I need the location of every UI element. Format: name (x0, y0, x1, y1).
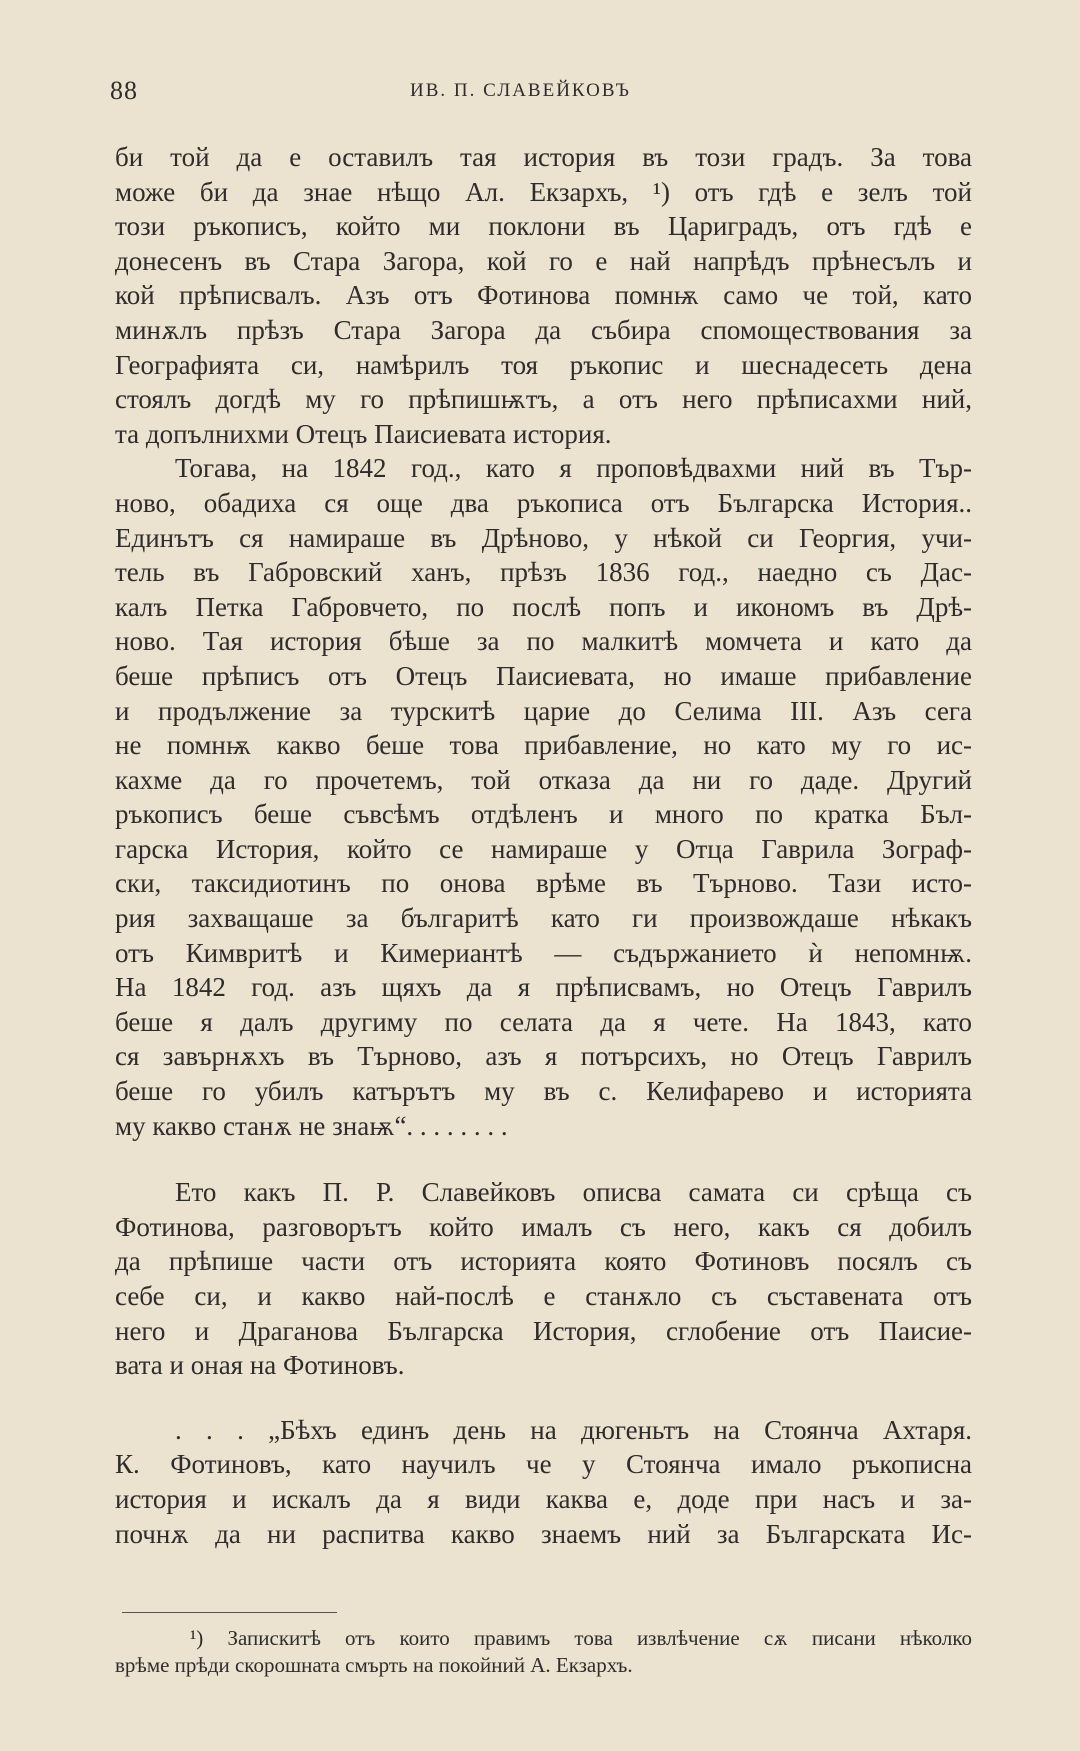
text-line: К. Фотиновъ, като научилъ че у Стоянча имало ръкописна (115, 1449, 972, 1480)
text-line: би той да е оставилъ тая история въ този градъ. За това (115, 142, 972, 172)
text-line: беше я далъ другиму по селата да я чете. На 1843, като (115, 1006, 972, 1037)
text-line: история и искалъ да я види каква е, доде при насъ и за- (115, 1483, 972, 1514)
page-number: 88 (110, 76, 138, 105)
text-line: На 1842 год. азъ щяхъ да я прѣписвамъ, но Отецъ Гаврилъ (115, 972, 972, 1003)
text-line: ръкописъ беше съвсѣмъ отдѣленъ и много по кратка Бъл- (115, 799, 972, 830)
text-line: та допълнихми Отецъ Паисиевата история. (115, 418, 612, 449)
text-line: ново, обадиха ся още два ръкописа отъ Българска История.. (115, 487, 972, 518)
text-line: да прѣпише части отъ историята която Фотиновъ посялъ съ (115, 1246, 972, 1277)
text-line: минѫлъ прѣзъ Стара Загора да събира спомоществования за (115, 314, 972, 345)
footnote-divider (122, 1612, 337, 1613)
text-line: Единътъ ся намираше въ Дрѣново, у нѣкой си Георгия, учи- (115, 522, 972, 553)
text-line: почнѫ да ни распитва какво знаемъ ний за Българската Ис- (115, 1518, 972, 1549)
text-line: вата и оная на Фотиновъ. (115, 1350, 405, 1381)
text-line: кахме да го прочетемъ, той отказа да ни го даде. Другий (115, 764, 972, 795)
text-line: може би да знае нѣщо Ал. Екзархъ, ¹) отъ гдѣ е зелъ той (115, 176, 972, 207)
paragraph-4 (115, 1413, 972, 1551)
footnote-line: ¹) Запискитѣ отъ които правимъ това извлѣчение сѫ писани нѣколко (190, 1626, 972, 1650)
text-line: рия захващаше за българитѣ като ги произвождаше нѣкакъ (115, 903, 972, 934)
text-line: донесенъ въ Стара Загора, кой го е най напрѣдъ прѣнесълъ и (115, 245, 972, 276)
footnote (115, 1625, 972, 1679)
text-line: себе си, и какво най-послѣ е станѫло съ съставената отъ (115, 1281, 972, 1311)
text-line: . . . „Бѣхъ единъ день на дюгеньтъ на Стоянча Ахтаря. (175, 1414, 972, 1445)
text-line: ново. Тая история бѣше за по малкитѣ момчета и като да (115, 626, 972, 657)
text-line: беше го убилъ катърътъ му въ с. Келифарево и историята (115, 1076, 972, 1107)
page-header (110, 76, 970, 116)
text-line: беше прѣписъ отъ Отецъ Паисиевата, но имаше прибавление (115, 660, 972, 691)
text-line: му какво станѫ не знаѭ“. . . . . . . . (115, 1110, 508, 1141)
text-line: гарска История, който се намираше у Отца Гаврила Зограф- (115, 833, 972, 864)
footnote-line: врѣме прѣди скорошната смърть на покойний А. Екзархъ. (115, 1653, 633, 1677)
text-line: и продължение за турскитѣ царие до Селима III. Азъ сега (115, 695, 972, 726)
main-text (115, 140, 972, 1551)
text-line: Географията си, намѣрилъ тоя ръкопис и шеснадесеть дена (115, 349, 972, 380)
running-title: ИВ. П. СЛАВЕЙКОВЪ (410, 80, 631, 101)
text-line: този ръкописъ, който ми поклони въ Цариградъ, отъ гдѣ е (115, 211, 972, 242)
paragraph-2 (115, 451, 972, 1143)
text-line: ски, таксидиотинъ по онова врѣме въ Търново. Тази исто- (115, 868, 972, 899)
paragraph-gap (115, 1383, 972, 1413)
text-line: стоялъ догдѣ му го прѣпишѭтъ, а отъ него прѣписахми ний, (115, 384, 972, 415)
text-line: калъ Петка Габровчето, по послѣ попъ и икономъ въ Дрѣ- (115, 591, 972, 622)
text-line: ся завърнѫхъ въ Търново, азъ я потърсихъ, но Отецъ Гаврилъ (115, 1041, 972, 1072)
text-line: Тогава, на 1842 год., като я проповѣдвахми ний въ Тър- (175, 453, 972, 484)
text-line: не помнѭ какво беше това прибавление, но като му го ис- (115, 730, 972, 761)
text-line: Фотинова, разговорътъ който ималъ съ него, какъ ся добилъ (115, 1211, 972, 1242)
text-line: отъ Кимвритѣ и Кимериантѣ — съдържанието ѝ непомнѭ. (115, 937, 972, 968)
text-line: тель въ Габровский ханъ, прѣзъ 1836 год., наедно съ Дас- (115, 557, 972, 588)
text-line: кой прѣписвалъ. Азъ отъ Фотинова помнѭ само че той, като (115, 280, 972, 311)
paragraph-1 (115, 140, 972, 451)
paragraph-gap (115, 1143, 972, 1175)
text-line: него и Драганова Българска История, сглобение отъ Паисие- (115, 1315, 972, 1346)
paragraph-3 (115, 1175, 972, 1383)
text-line: Ето какъ П. Р. Славейковъ описва самата си срѣща съ (175, 1177, 972, 1208)
